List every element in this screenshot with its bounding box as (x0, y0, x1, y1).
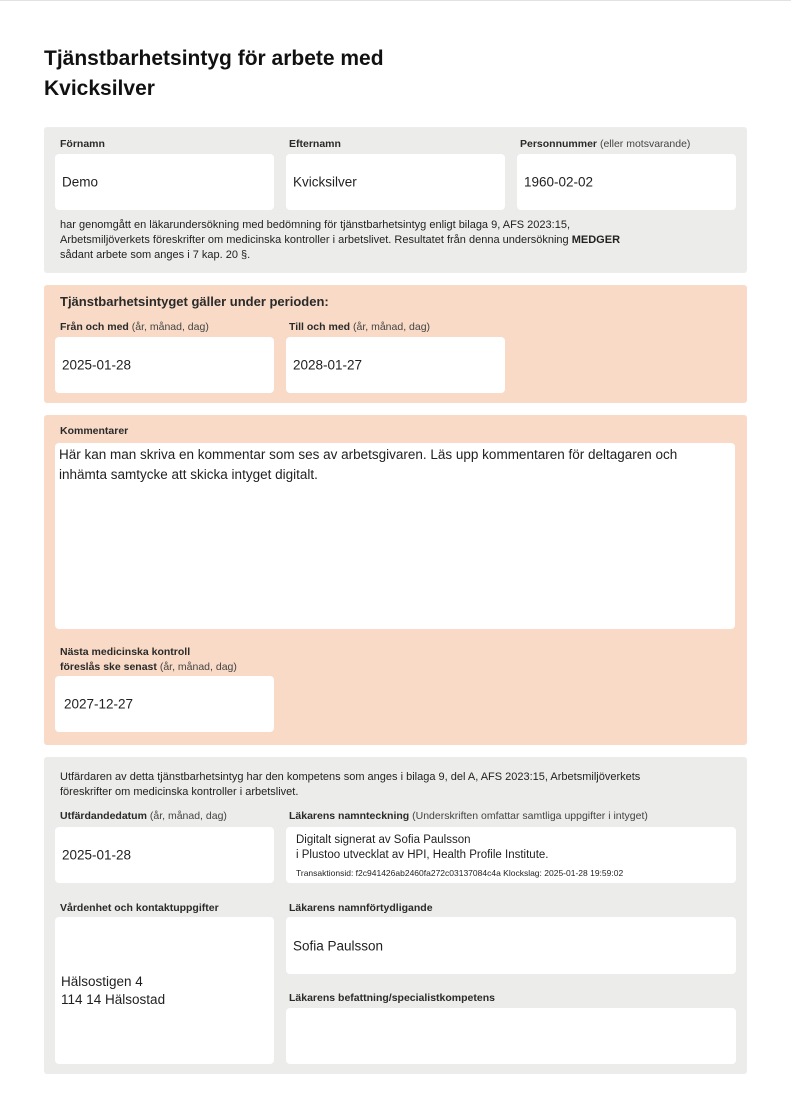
signature-line-1: Digitalt signerat av Sofia Paulsson (296, 834, 471, 846)
care-unit-field[interactable] (55, 917, 274, 1064)
care-unit-label: Vårdenhet och kontaktuppgifter (60, 902, 219, 914)
comments-label: Kommentarer (60, 425, 129, 437)
competence-line-1: Utfärdaren av detta tjänstbarhetsintyg har den kompetens som anges i bilaga 9, del A, AFS 2023:15, Arbetsmiljöverkets (60, 771, 641, 783)
assessment-statement (60, 218, 740, 263)
last-name-value: Kvicksilver (293, 174, 357, 190)
to-date-value: 2028-01-27 (293, 357, 363, 373)
issue-date-value: 2025-01-28 (62, 847, 132, 863)
issue-date-label: Utfärdandedatum (år, månad, dag) (60, 810, 227, 822)
next-control-date-field[interactable] (55, 676, 274, 732)
next-control-date-value: 2027-12-27 (64, 696, 134, 712)
last-name-label: Efternamn (289, 138, 341, 150)
comments-section (44, 415, 747, 745)
position-label: Läkarens befattning/specialistkompetens (289, 992, 495, 1004)
care-unit-line-2: 114 14 Hälsostad (61, 992, 166, 1007)
statement-line-3: sådant arbete som anges i 7 kap. 20 §. (60, 249, 251, 261)
next-control-label: Nästa medicinska kontroll föreslås ske senast (år, månad, dag) (60, 646, 237, 673)
comments-textarea[interactable] (55, 443, 735, 629)
position-field[interactable] (286, 1008, 736, 1064)
first-name-value: Demo (62, 174, 99, 190)
care-unit-line-1: Hälsostigen 4 (61, 974, 143, 989)
person-section (44, 127, 747, 273)
from-date-field[interactable] (55, 337, 274, 393)
period-heading: Tjänstbarhetsintyget gäller under perioden: (60, 294, 329, 309)
personnummer-label: Personnummer (eller motsvarande) (520, 138, 691, 150)
personnummer-value: 1960-02-02 (524, 174, 594, 190)
last-name-field[interactable] (286, 154, 505, 210)
top-divider (0, 0, 791, 1)
title-line-2: Kvicksilver (44, 77, 155, 100)
name-clarification-label: Läkarens namnförtydligande (289, 902, 433, 914)
transaction-info: Transaktionsid: f2c941426ab2460fa272c03137084c4a Klockslag: 2025-01-28 19:59:02 (296, 868, 624, 878)
competence-line-2: föreskrifter om medicinska kontroller i arbetslivet. (60, 786, 299, 798)
first-name-field[interactable] (55, 154, 274, 210)
signature-field[interactable] (286, 827, 736, 883)
personnummer-field[interactable] (517, 154, 736, 210)
issue-date-field[interactable] (55, 827, 274, 883)
validity-period-section (44, 285, 747, 403)
care-unit-address (61, 973, 165, 1009)
statement-line-2: Arbetsmiljöverkets föreskrifter om medicinska kontroller i arbetslivet. Resultatet från denna undersökning MEDGER (60, 234, 621, 246)
assessment-result: MEDGER (571, 234, 621, 246)
statement-line-1: har genomgått en läkarundersökning med bedömning för tjänstbarhetsintyg enligt bilaga 9, AFS 2023:15, (60, 219, 570, 231)
name-clarification-field[interactable] (286, 917, 736, 974)
name-clarification-value: Sofia Paulsson (293, 938, 384, 953)
to-date-field[interactable] (286, 337, 505, 393)
signature-line-2: i Plustoo utvecklat av HPI, Health Profile Institute. (296, 849, 549, 861)
issuer-section (44, 757, 747, 1074)
from-date-value: 2025-01-28 (62, 357, 132, 373)
page-title (44, 44, 644, 104)
from-date-label: Från och med (år, månad, dag) (60, 321, 209, 333)
title-line-1: Tjänstbarhetsintyg för arbete med (44, 47, 384, 70)
issuer-competence-statement (60, 770, 740, 800)
to-date-label: Till och med (år, månad, dag) (289, 321, 431, 333)
first-name-label: Förnamn (60, 138, 105, 150)
comments-text: Här kan man skriva en kommentar som ses av arbetsgivaren. Läs upp kommentaren för deltagaren och inhämta samtycke att skicka intyget digitalt. (59, 447, 678, 482)
signature-label: Läkarens namnteckning (Underskriften omfattar samtliga uppgifter i intyget) (289, 810, 648, 822)
